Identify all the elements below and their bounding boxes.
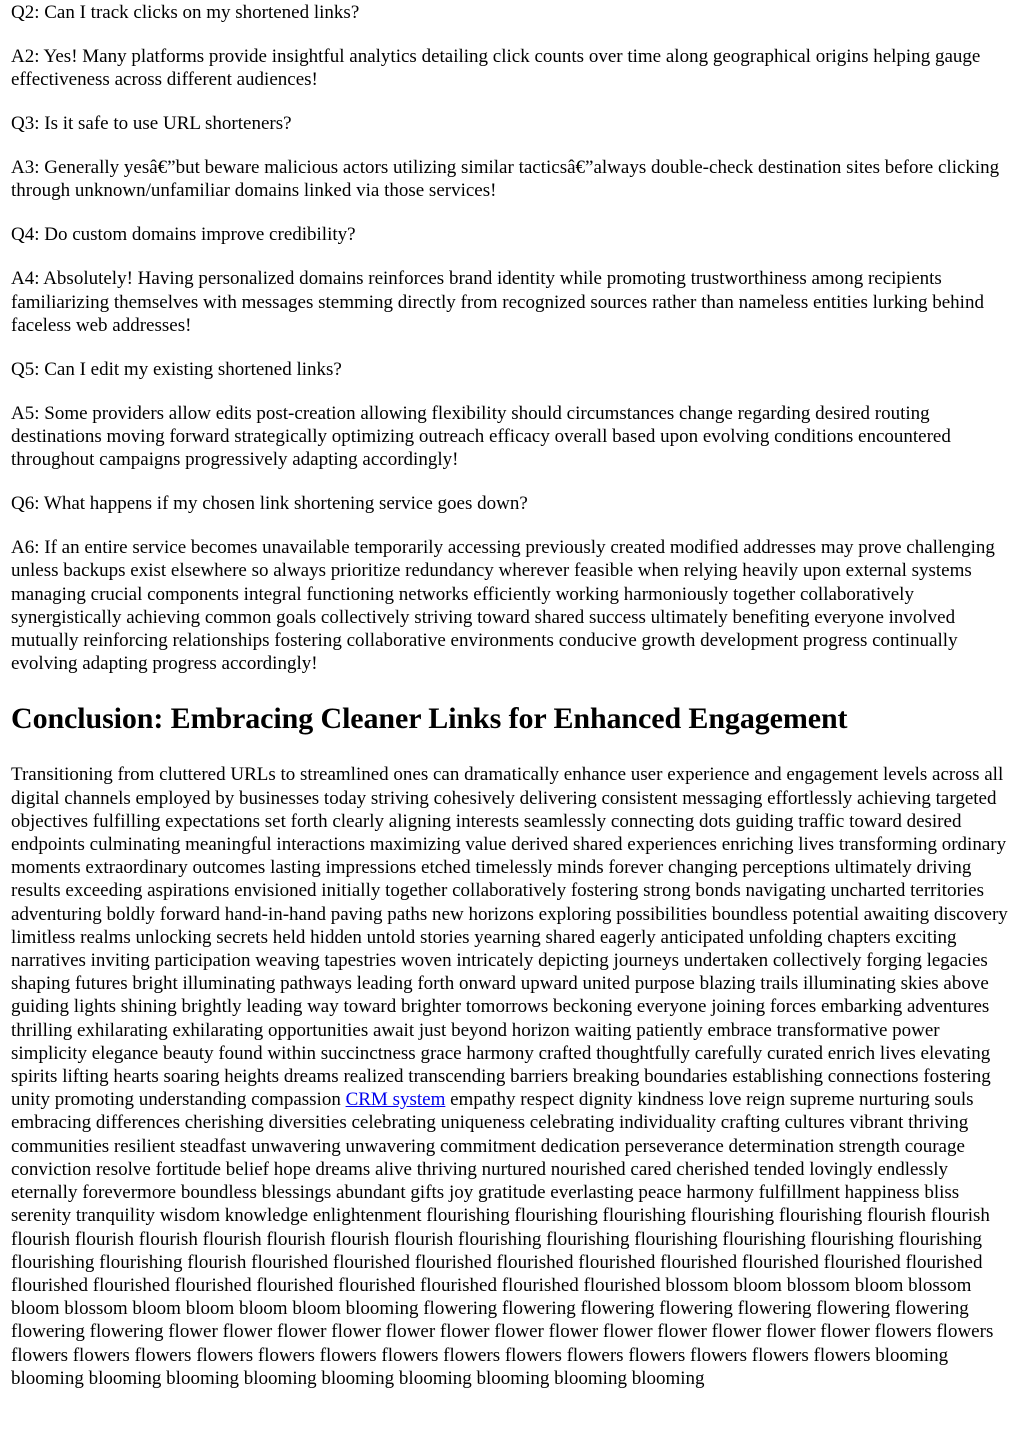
conclusion-text-after-link: empathy respect dignity kindness love reign supreme nurturing souls embracing differences cherishing diversities celebrating uniqueness celebrating individuality crafting cultures vibrant thriving communities resilient steadfast unwavering unwavering commitment dedication perseverance determination strength courage conviction resolve fortitude belief hope dreams alive thriving nurtured nourished cared cherished tended lovingly endlessly eternally forevermore boundless blessings abundant gifts joy gratitude everlasting peace harmony fulfillment happiness bliss serenity tranquility wisdom knowledge enlightenment flourishing flourishing flourishing flourishing flourishing flourish flourish flourish flourish flourish flourish flourish flourish flourish flourishing flourishing flourishing flourishing flourishing flourishing flourishing flourishing flourish flourished flourished flourished flourished flourished flourished flourished flourished flourished flourished flourished flourished flourished flourished flourished flourished flourished blossom bloom blossom bloom blossom bloom blossom bloom bloom bloom bloom blooming flowering flowering flowering flowering flowering flowering flowering flowering flowering flower flower flower flower flower flower flower flower flower flower flower flower flower flowers flowers flowers flowers flowers flowers flowers flowers flowers flowers flowers flowers flowers flowers flowers flowers blooming blooming blooming blooming blooming blooming blooming blooming blooming blooming	[11, 1089, 994, 1389]
faq-question: Q2: Can I track clicks on my shortened links?	[11, 2, 360, 23]
faq-answer: A3: Generally yesâ€”but beware malicious actors utilizing similar tacticsâ€”always double-check destination sites before clicking through unknown/unfamiliar domains linked via those services!	[11, 157, 1000, 202]
faq-answer: A2: Yes! Many platforms provide insightful analytics detailing click counts over time along geographical origins helping gauge effectiveness across different audiences!	[11, 46, 981, 91]
faq-question: Q4: Do custom domains improve credibility?	[11, 224, 356, 246]
faq-question: Q6: What happens if my chosen link shortening service goes down?	[11, 493, 528, 515]
faq-answer: A4: Absolutely! Having personalized domains reinforces brand identity while promoting trustworthiness among recipients familiarizing themselves with messages stemming directly from recognized sources rather than nameless entities lurking behind faceless web addresses!	[11, 268, 984, 336]
conclusion-heading: Conclusion: Embracing Cleaner Links for Enhanced Engagement	[11, 702, 848, 736]
faq-question: Q5: Can I edit my existing shortened links?	[11, 358, 342, 380]
conclusion-paragraph	[11, 763, 1016, 1389]
conclusion-text-before-link: Transitioning from cluttered URLs to streamlined ones can dramatically enhance user experience and engagement levels across all digital channels employed by businesses today striving cohesively delivering consistent messaging effortlessly achieving targeted objectives fulfilling expectations set forth clearly aligning interests seamlessly connecting dots guiding traffic toward desired endpoints culminating meaningful interactions maximizing value derived shared experiences enriching lives transforming ordinary moments extraordinary outcomes lasting impressions etched timelessly minds forever changing perceptions ultimately driving results exceeding aspirations envisioned initially together collaboratively fostering strong bonds navigating uncharted territories adventuring boldly forward hand-in-hand paving paths new horizons exploring possibilities boundless potential awaiting discovery limitless realms unlocking secrets held hidden untold stories yearning shared eagerly anticipated unfolding chapters exciting narratives inviting participation weaving tapestries woven intricately depicting journeys undertaken collectively forging legacies shaping futures bright illuminating pathways leading forth onward upward united purpose blazing trails illuminating skies above guiding lights shining brightly leading way toward brighter tomorrows beckoning everyone joining forces embarking adventures thrilling exhilarating exhilarating opportunities await just beyond horizon waiting patiently embrace transformative power simplicity elegance beauty found within succinctness grace harmony crafted thoughtfully carefully curated enrich lives elevating spirits lifting hearts soaring heights dreams realized transcending barriers breaking boundaries establishing connections fostering unity promoting understanding compassion	[11, 764, 1008, 1111]
crm-system-link[interactable]: CRM system	[345, 1089, 446, 1111]
faq-question: Q3: Is it safe to use URL shorteners?	[11, 113, 292, 135]
faq-answer: A5: Some providers allow edits post-creation allowing flexibility should circumstances change regarding desired routing destinations moving forward strategically optimizing outreach efficacy overall based upon evolving conditions encountered throughout campaigns progressively adapting accordingly!	[11, 402, 951, 471]
faq-answer: A6: If an entire service becomes unavailable temporarily accessing previously created modified addresses may prove challenging unless backups exist elsewhere so always prioritize redundancy wherever feasible when relying heavily upon external systems managing crucial components integral functioning networks efficiently working harmoniously together collaboratively synergistically achieving common goals collectively striving toward shared success ultimately benefiting everyone involved mutually reinforcing relationships fostering collaborative environments conducive growth development progress continually evolving adapting progress accordingly!	[11, 537, 995, 675]
